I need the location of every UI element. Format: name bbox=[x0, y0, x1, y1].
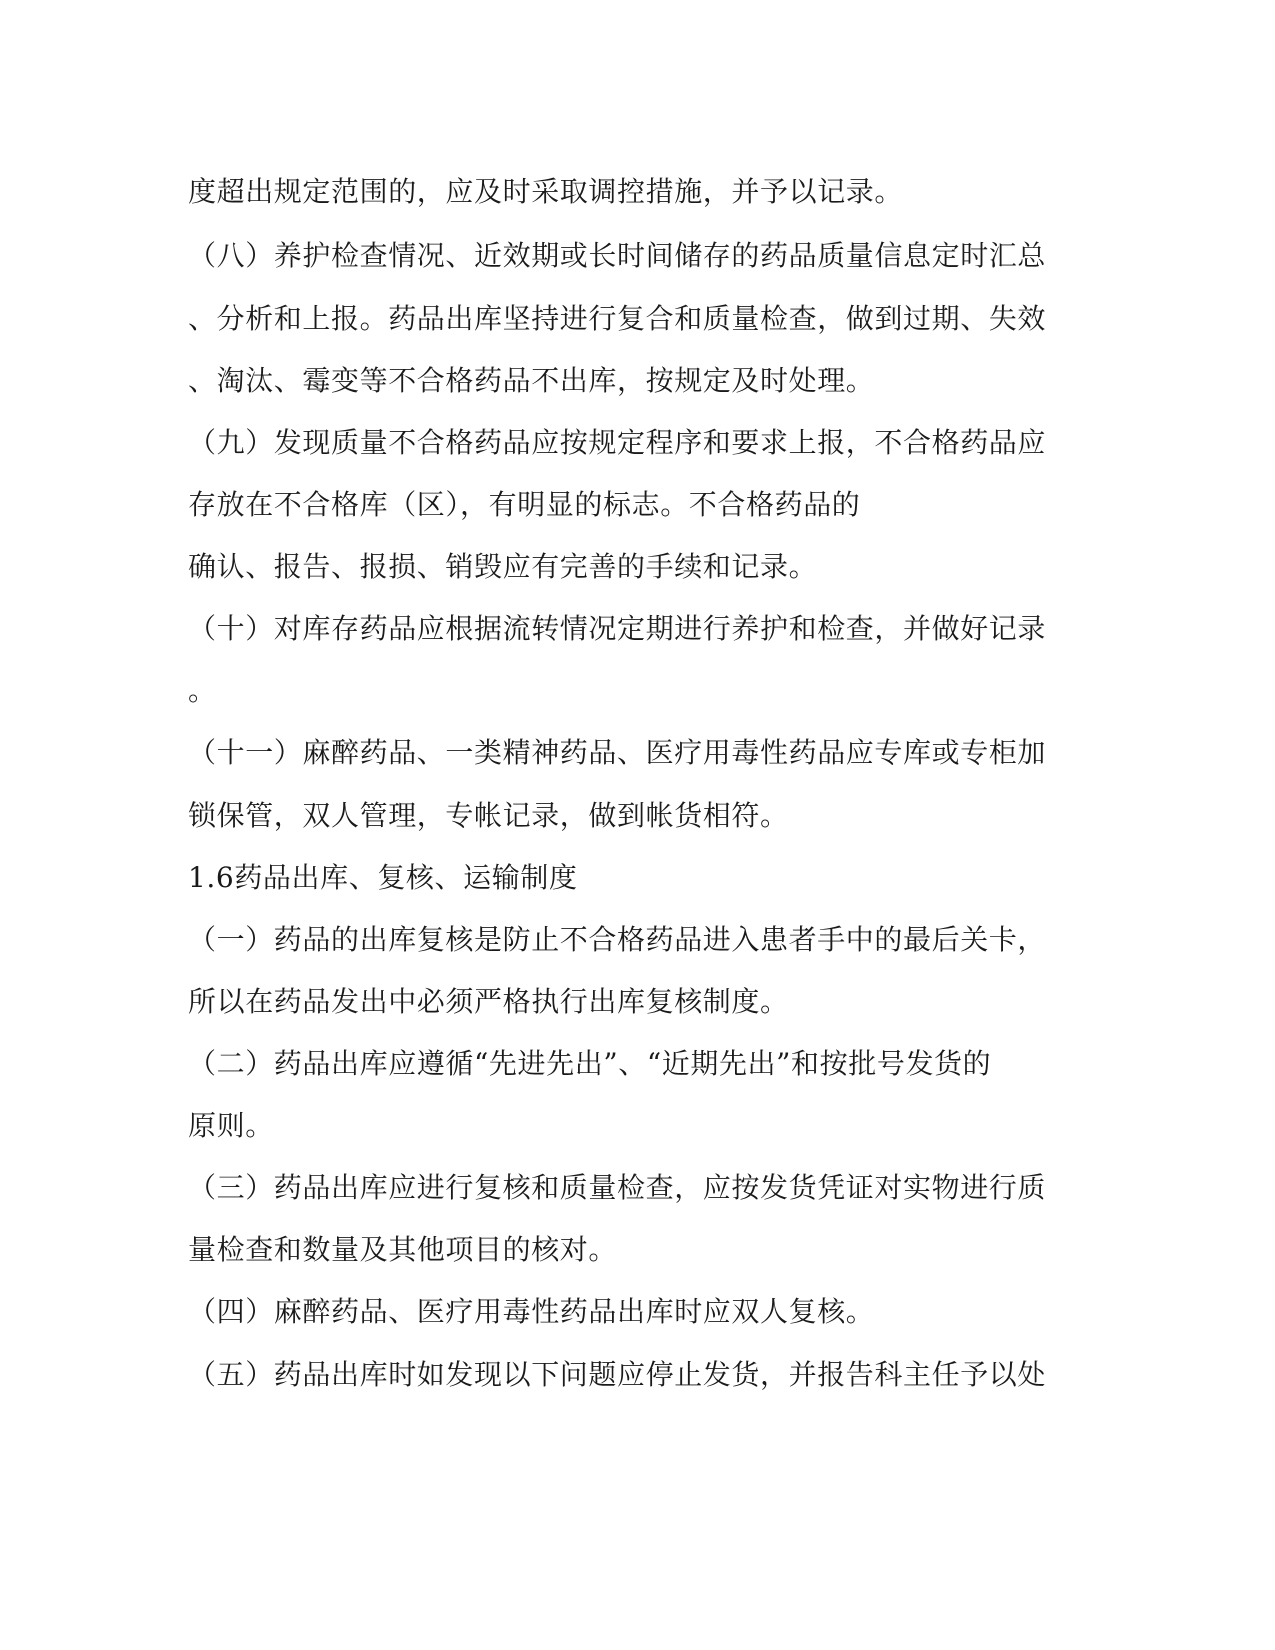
text-line: （二）药品出库应遵循“先进先出”、“近期先出”和按批号发货的 bbox=[188, 1047, 992, 1080]
text-line: （四）麻醉药品、医疗用毒性药品出库时应双人复核。 bbox=[188, 1295, 875, 1328]
text-line: （八）养护检查情况、近效期或长时间储存的药品质量信息定时汇总 bbox=[188, 239, 1047, 272]
text-line: （五）药品出库时如发现以下问题应停止发货，并报告科主任予以处 bbox=[188, 1358, 1047, 1391]
text-line: （十一）麻醉药品、一类精神药品、医疗用毒性药品应专库或专柜加 bbox=[188, 736, 1047, 769]
text-line: 。 bbox=[188, 674, 217, 707]
text-line: 锁保管，双人管理，专帐记录，做到帐货相符。 bbox=[188, 799, 789, 832]
text-line: 、淘汰、霉变等不合格药品不出库，按规定及时处理。 bbox=[188, 364, 875, 397]
text-line: 原则。 bbox=[188, 1109, 274, 1142]
text-line: 确认、报告、报损、销毁应有完善的手续和记录。 bbox=[188, 550, 818, 583]
text-line: （十）对库存药品应根据流转情况定期进行养护和检查，并做好记录 bbox=[188, 612, 1047, 645]
text-line: （三）药品出库应进行复核和质量检查，应按发货凭证对实物进行质 bbox=[188, 1171, 1047, 1204]
text-line: 、分析和上报。药品出库坚持进行复合和质量检查，做到过期、失效 bbox=[188, 302, 1047, 335]
text-line: 所以在药品发出中必须严格执行出库复核制度。 bbox=[188, 985, 789, 1018]
text-line: （一）药品的出库复核是防止不合格药品进入患者手中的最后关卡， bbox=[188, 923, 1047, 956]
section-heading: 1.6药品出库、复核、运输制度 bbox=[188, 861, 578, 894]
text-line: 存放在不合格库（区），有明显的标志。不合格药品的 bbox=[188, 488, 861, 521]
text-line: 量检查和数量及其他项目的核对。 bbox=[188, 1233, 618, 1266]
text-line: 度超出规定范围的，应及时采取调控措施，并予以记录。 bbox=[188, 175, 904, 208]
text-line: （九）发现质量不合格药品应按规定程序和要求上报，不合格药品应 bbox=[188, 426, 1047, 459]
